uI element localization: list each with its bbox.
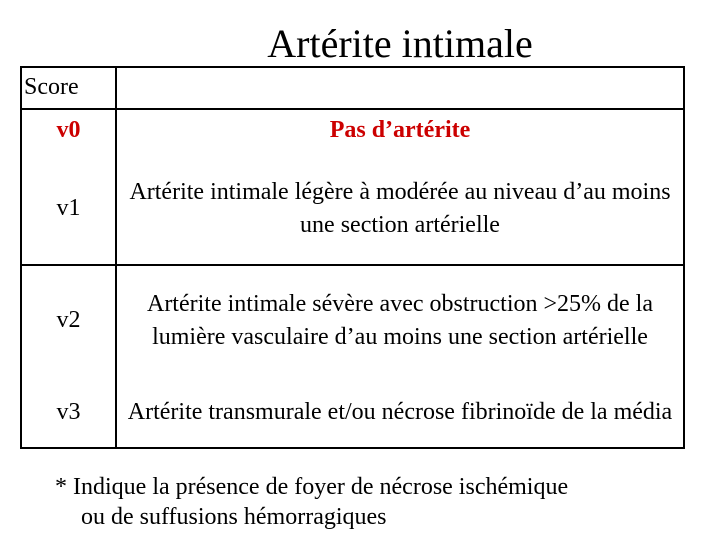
score-v0: v0 [56,116,81,143]
footnote-line-2: ou de suffusions hémorragiques [81,504,387,530]
table-header-divider [20,108,685,110]
footnote [55,472,568,532]
score-column-header: Score [24,74,79,100]
page-title: Artérite intimale [267,21,533,66]
description-v2: Artérite intimale sévère avec obstruction >25% de la lumière vasculaire d’au moins une section artérielle [146,291,653,350]
score-v1: v1 [56,194,81,221]
description-v0: Pas d’artérite [329,116,471,143]
table-row-divider [20,264,685,266]
footnote-line-1: * Indique la présence de foyer de nécrose ischémique [55,474,569,500]
score-v2: v2 [56,306,81,333]
description-column-header [117,72,683,108]
description-v1: Artérite intimale légère à modérée au niveau d’au moins une section artérielle [129,179,671,238]
score-v3: v3 [56,398,81,425]
description-v3: Artérite transmurale et/ou nécrose fibrinoïde de la média [127,398,673,425]
